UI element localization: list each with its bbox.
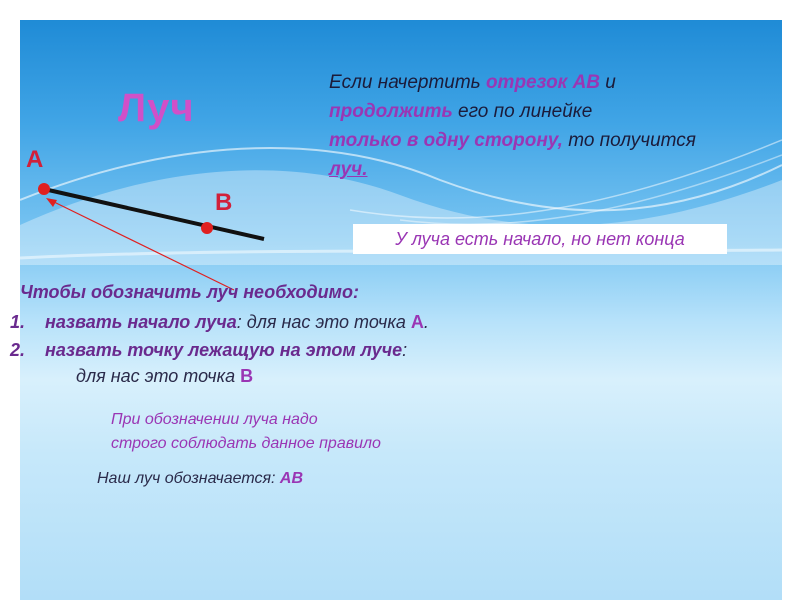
pointer-arrow — [52, 201, 234, 290]
rule-item-2 — [10, 340, 407, 361]
rule-1-number: 1. — [10, 312, 26, 332]
rule-note-line-1: При обозначении луча надо — [111, 411, 318, 428]
rule-note — [111, 408, 381, 456]
rule-2-bold: назвать точку лежащую на этом луче — [45, 340, 403, 360]
point-a-dot — [38, 183, 50, 195]
intro-text-1: Если начертить — [329, 72, 486, 93]
intro-text-4: то получится — [562, 130, 696, 151]
ray-notation — [97, 470, 303, 488]
intro-highlight-one-side: только в одну сторону, — [329, 130, 563, 151]
ray-line — [44, 189, 264, 239]
rule-2-number: 2. — [10, 340, 26, 360]
intro-text-3: его по линейке — [452, 101, 593, 122]
intro-paragraph — [329, 68, 709, 184]
intro-highlight-segment: отрезок АВ — [485, 72, 601, 93]
rules-heading: Чтобы обозначить луч необходимо: — [20, 282, 359, 302]
rule-note-line-2: строго соблюдать данное правило — [111, 435, 381, 452]
intro-highlight-ray: луч. — [329, 159, 368, 180]
rule-1-text: : для нас это точка — [236, 312, 411, 332]
rule-2-point: В — [240, 366, 254, 386]
intro-text-2: и — [600, 72, 616, 93]
pointer-arrowhead — [46, 198, 57, 207]
rule-1-bold: назвать начало луча — [45, 312, 237, 332]
rule-1-end: . — [423, 312, 429, 332]
ray-notation-value: АВ — [279, 470, 304, 487]
rule-1-point: А — [410, 312, 424, 332]
slide-title: Луч — [118, 86, 195, 130]
rule-item-1 — [10, 312, 429, 333]
ray-notation-text: Наш луч обозначается: — [97, 470, 280, 487]
rule-item-2-continuation — [76, 366, 253, 387]
point-b-dot — [201, 222, 213, 234]
intro-highlight-extend: продолжить — [329, 101, 453, 122]
point-a-label: А — [26, 146, 44, 173]
rule-2-text: : — [402, 340, 408, 360]
rule-2-line2: для нас это точка — [76, 366, 241, 386]
point-b-label: В — [215, 189, 233, 216]
notice-box: У луча есть начало, но нет конца — [353, 224, 727, 254]
